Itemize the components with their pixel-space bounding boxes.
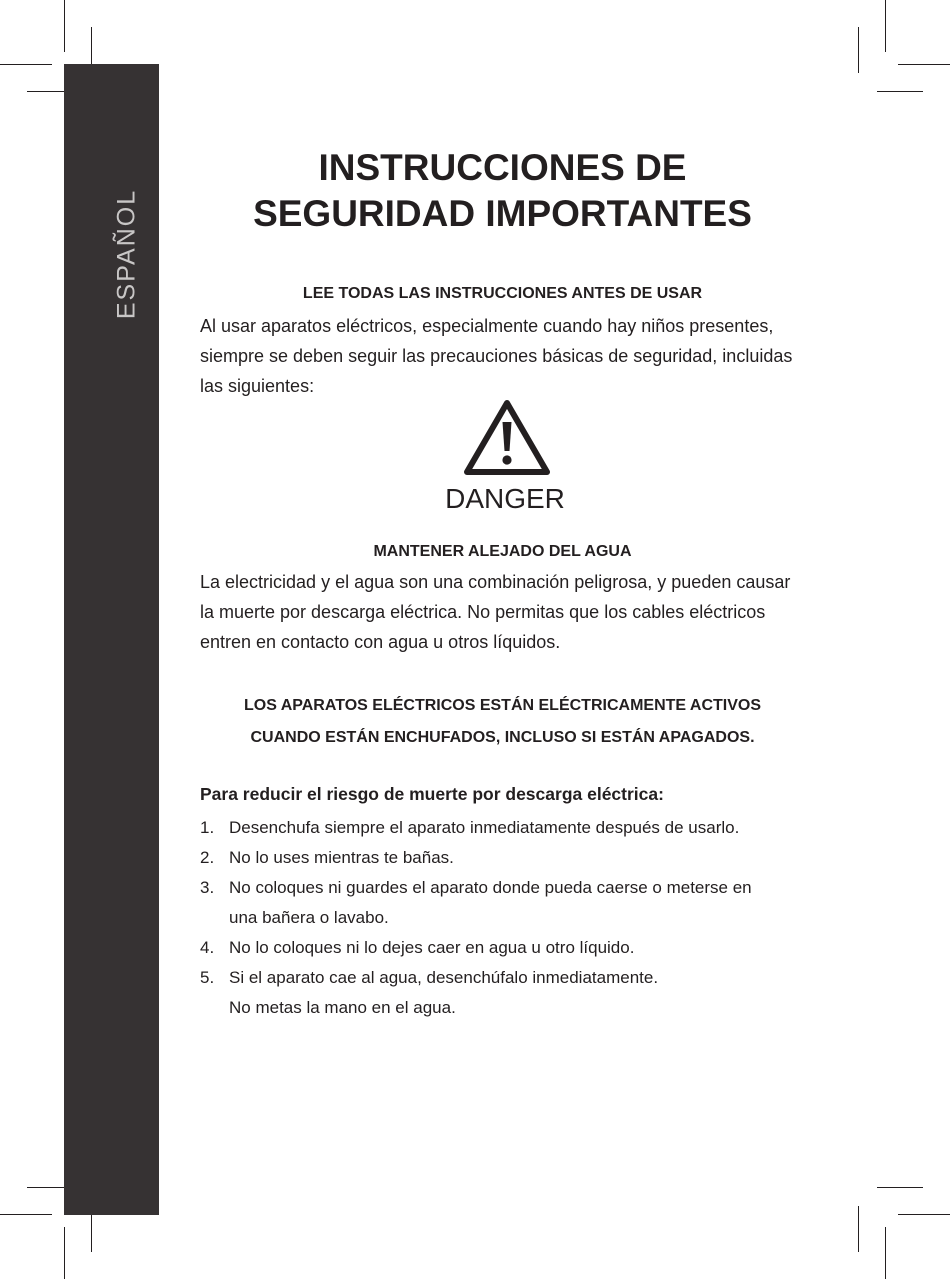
live-appliance-warning xyxy=(200,690,805,754)
warning-triangle-icon xyxy=(463,398,551,478)
item-text: No metas la mano en el agua. xyxy=(229,998,456,1017)
warning-line: CUANDO ESTÁN ENCHUFADOS, INCLUSO SI ESTÁN APAGADOS. xyxy=(250,729,755,746)
crop-mark xyxy=(0,64,52,65)
crop-mark xyxy=(885,1227,886,1279)
intro-paragraph xyxy=(200,311,805,401)
item-number: 3. xyxy=(200,878,215,897)
list-item xyxy=(200,843,810,873)
item-text: No lo coloques ni lo dejes caer en agua u otro líquido. xyxy=(229,938,635,957)
paragraph-line: la muerte por descarga eléctrica. No permitas que los cables eléctricos xyxy=(200,602,766,622)
language-sidebar xyxy=(64,64,159,1215)
item-text: Desenchufa siempre el aparato inmediatamente después de usarlo. xyxy=(229,818,740,837)
paragraph-line: La electricidad y el agua son una combinación peligrosa, y pueden causar xyxy=(200,572,791,592)
item-text: una bañera o lavabo. xyxy=(229,908,389,927)
section-heading-keep-away-water: MANTENER ALEJADO DEL AGUA xyxy=(373,543,632,560)
item-number: 4. xyxy=(200,938,215,957)
list-item xyxy=(200,963,810,1023)
title-line: SEGURIDAD IMPORTANTES xyxy=(253,193,752,234)
crop-mark xyxy=(885,0,886,52)
list-item xyxy=(200,873,810,933)
paragraph-line: siempre se deben seguir las precauciones básicas de seguridad, incluidas xyxy=(200,346,793,366)
safety-steps-list xyxy=(200,813,810,1023)
paragraph-line: entren en contacto con agua u otros líquidos. xyxy=(200,632,561,652)
crop-mark xyxy=(64,1227,65,1279)
paragraph-line: Al usar aparatos eléctricos, especialmente cuando hay niños presentes, xyxy=(200,316,774,336)
crop-mark xyxy=(858,27,859,73)
crop-mark xyxy=(858,1206,859,1252)
crop-mark xyxy=(877,1187,923,1188)
page-title xyxy=(200,145,805,237)
list-item xyxy=(200,813,810,843)
section-heading-read-instructions: LEE TODAS LAS INSTRUCCIONES ANTES DE USAR xyxy=(302,285,703,302)
crop-mark xyxy=(0,1214,52,1215)
item-number: 2. xyxy=(200,848,215,867)
water-paragraph xyxy=(200,567,805,657)
item-text: No coloques ni guardes el aparato donde pueda caerse o meterse en xyxy=(229,878,752,897)
language-label: ESPAÑOL xyxy=(112,188,141,320)
crop-mark xyxy=(898,64,950,65)
item-number: 5. xyxy=(200,968,215,987)
item-text: Si el aparato cae al agua, desenchúfalo inmediatamente. xyxy=(229,968,659,987)
paragraph-line: las siguientes: xyxy=(200,376,315,396)
item-number: 1. xyxy=(200,818,215,837)
crop-mark xyxy=(64,0,65,52)
title-line: INSTRUCCIONES DE xyxy=(318,147,687,188)
danger-label: DANGER xyxy=(445,483,565,514)
crop-mark xyxy=(877,91,923,92)
item-text: No lo uses mientras te bañas. xyxy=(229,848,454,867)
warning-line: LOS APARATOS ELÉCTRICOS ESTÁN ELÉCTRICAMENTE ACTIVOS xyxy=(243,697,762,714)
steps-heading: Para reducir el riesgo de muerte por descarga eléctrica: xyxy=(200,784,664,804)
list-item xyxy=(200,933,810,963)
crop-mark xyxy=(898,1214,950,1215)
